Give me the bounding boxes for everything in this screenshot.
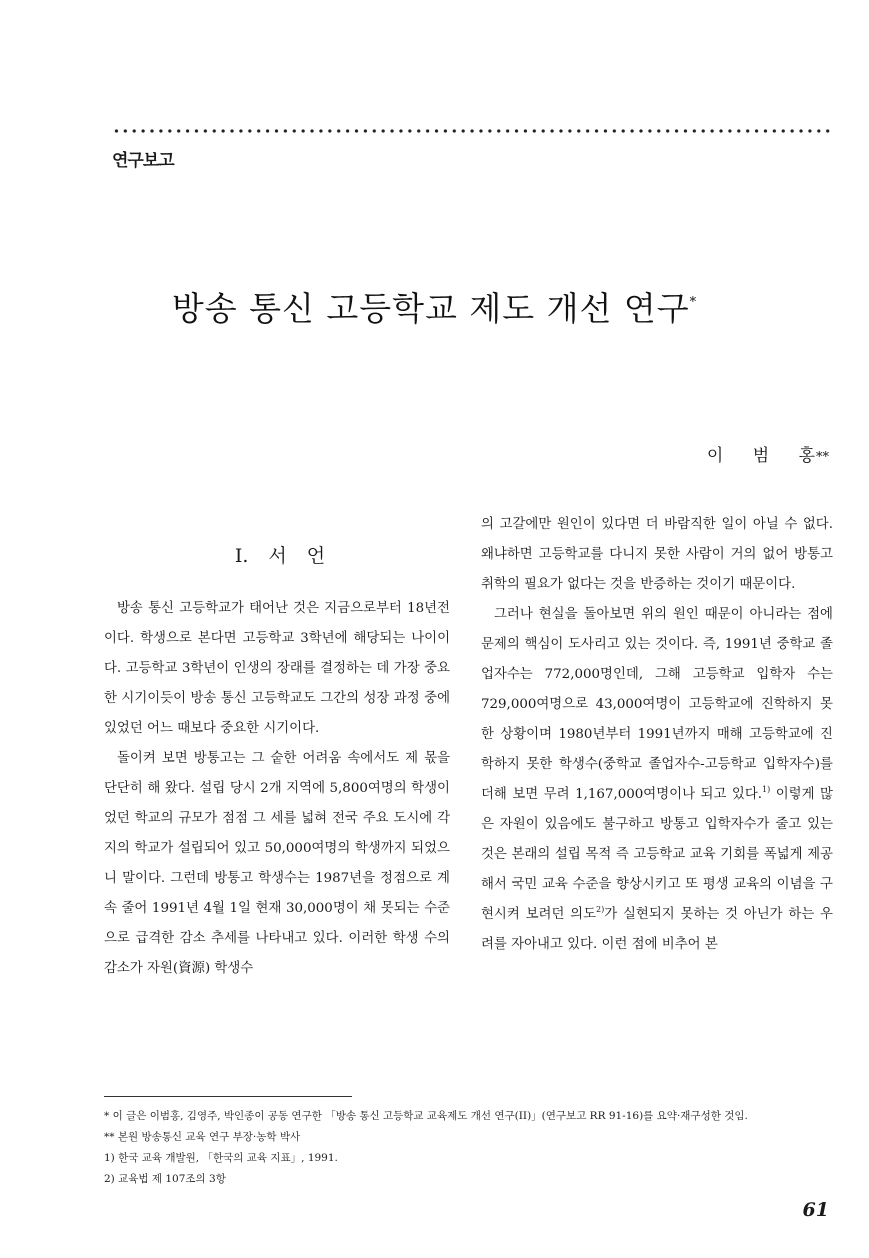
dotted-rule	[112, 128, 832, 134]
footnote-ref: 1)	[762, 785, 771, 794]
title-text: 방송 통신 고등학교 제도 개선 연구	[171, 289, 690, 328]
author-footnote-mark: **	[816, 450, 829, 465]
paragraph-text: 그러나 현실을 돌아보면 위의 원인 때문이 아니라는 점에 문제의 핵심이 도사리고 있는 것이다. 즉, 1991년 중학교 졸업자수는 772,000명인데, 그해 고등학교 입학자 수는 729,000여명으로 43,000여명이 고등학교에 진학하지 못한 상황이며 1980년부터 1991년까지 매해 고등학교에 진학하지 못한 학생수(중학교 졸업자수-고등학교 입학자수)를 더해 보면 무려 1,167,000여명이나 되고 있다.	[481, 607, 833, 802]
paragraph-text: 이렇게 많은 자원이 있음에도 불구하고 방통고 입학자수가 줄고 있는 것은 본래의 설립 목적 즉 고등학교 교육 기회를 폭넓게 제공해서 국민 교육 수준을 향상시키고 또 평생 교육의 이념을 구현시켜 보려던 의도	[481, 787, 833, 922]
paper-title	[0, 283, 869, 330]
footnote: * 이 글은 이범홍, 김영주, 박인종이 공동 연구한 「방송 통신 고등학교 교육제도 개선 연구(II)」(연구보고 RR 91-16)를 요약·재구성한 것임.	[104, 1110, 748, 1122]
author	[707, 441, 829, 466]
left-column	[104, 594, 450, 984]
paragraph: 돌이켜 보면 방통고는 그 숱한 어려움 속에서도 제 몫을 단단히 해 왔다. 설립 당시 2개 지역에 5,800여명의 학생이었던 학교의 규모가 점점 그 세를 넓혀 전국 주요 도시에 각지의 학교가 설립되어 있고 50,000여명의 학생까지 되었으니 말이다. 그런데 방통고 학생수는 1987년을 정점으로 계속 줄어 1991년 4월 1일 현재 30,000명이 채 못되는 수준으로 급격한 감소 추세를 나타내고 있다. 이러한 학생 수의 감소가 자원(資源) 학생수	[104, 751, 450, 976]
section-heading: I. 서 언	[234, 545, 326, 567]
page-number: 61	[802, 1199, 829, 1221]
paragraph: 의 고갈에만 원인이 있다면 더 바람직한 일이 아닐 수 없다. 왜냐하면 고등학교를 다니지 못한 사람이 거의 없어 방통고 취학의 필요가 없다는 것을 반증하는 것이기 때문이다.	[481, 517, 833, 592]
footnote: ** 본원 방송통신 교육 연구 부장·농학 박사	[104, 1131, 301, 1143]
footnote: 1) 한국 교육 개발원, 「한국의 교육 지표」, 1991.	[104, 1152, 338, 1164]
footnote-ref: 2)	[596, 905, 605, 914]
section-label: 연구보고	[112, 151, 174, 171]
paragraph-text: 가 실현되지 못하는 것 아닌가 하는 우려를 자아내고 있다. 이런 점에 비추어 본	[481, 907, 833, 952]
title-footnote-mark: *	[689, 295, 698, 310]
paragraph	[481, 600, 833, 960]
right-column	[481, 510, 833, 960]
footnotes	[104, 1106, 834, 1190]
author-name: 이 범 홍	[706, 446, 816, 466]
footnote: 2) 교육법 제 107조의 3항	[104, 1173, 226, 1185]
paragraph: 방송 통신 고등학교가 태어난 것은 지금으로부터 18년전이다. 학생으로 본다면 고등학교 3학년에 해당되는 나이이다. 고등학교 3학년이 인생의 장래를 결정하는 데 가장 중요한 시기이듯이 방송 통신 고등학교도 그간의 성장 과정 중에 있었던 어느 때보다 중요한 시기이다.	[104, 601, 450, 736]
footnote-rule	[104, 1096, 352, 1097]
